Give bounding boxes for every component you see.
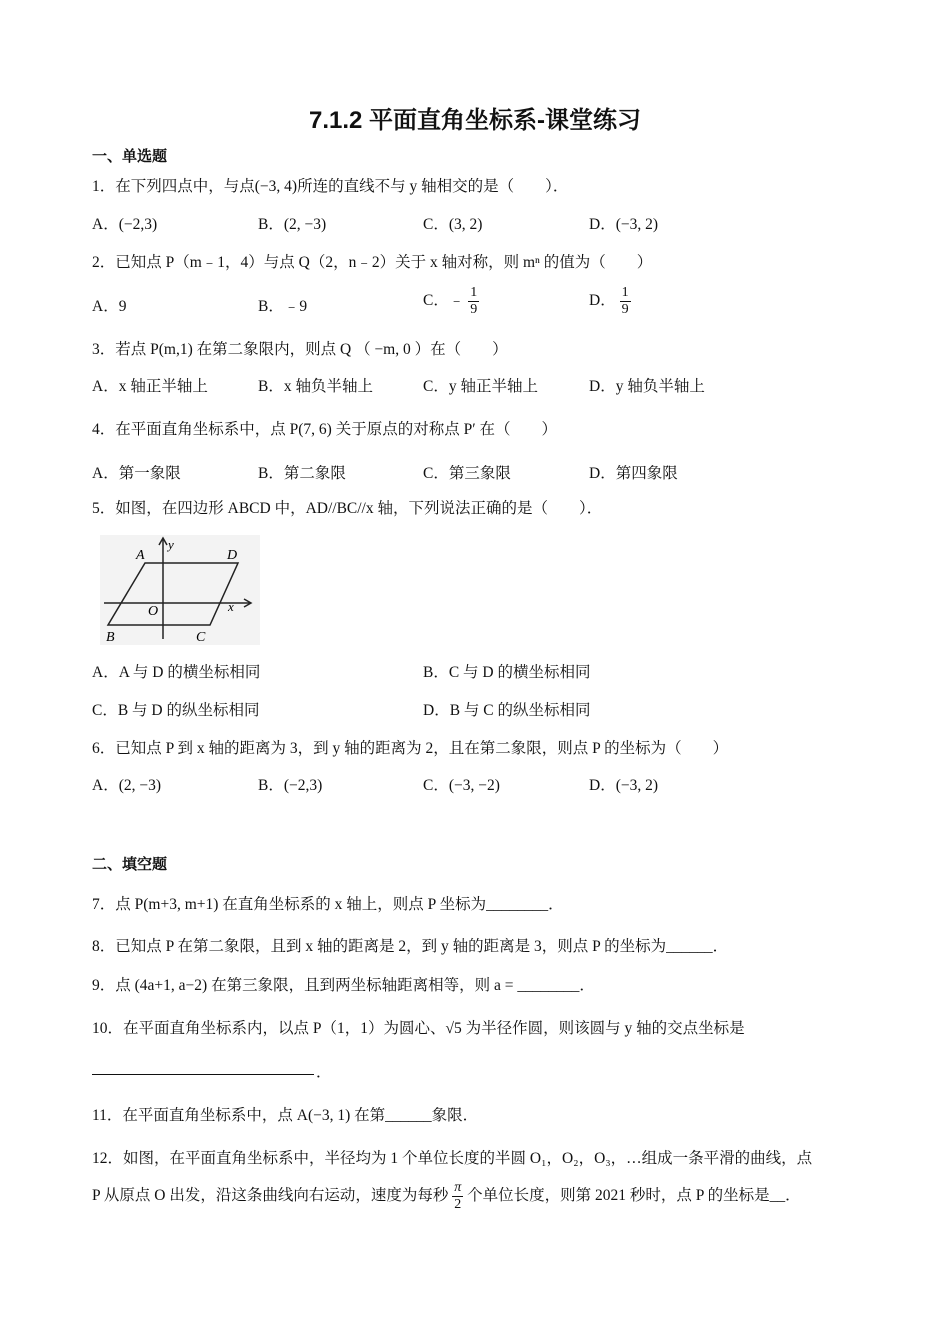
question-12-fraction: [452, 1180, 463, 1213]
question-3-stem: 3．若点 P(m,1) 在第二象限内，则点 Q （ −m, 0 ）在（ ）: [92, 341, 508, 358]
question-2-option-d: [589, 285, 631, 318]
figure-label-y: y: [168, 537, 174, 552]
question-2-option-c: [423, 285, 479, 318]
question-5-option-c: C．B 与 D 的纵坐标相同: [92, 702, 260, 719]
question-10: 10．在平面直角坐标系内，以点 P（1，1）为圆心、√5 为半径作圆，则该圆与 y 轴的交点坐标是: [92, 1020, 745, 1037]
question-1-stem: 1．在下列四点中，与点(−3, 4)所连的直线不与 y 轴相交的是（ ）．: [92, 178, 569, 195]
question-2-stem: 2．已知点 P（m﹣1，4）与点 Q（2，n﹣2）关于 x 轴对称，则 mⁿ 的值为（ ）: [92, 254, 653, 271]
section-heading-single-choice: 一、单选题: [92, 148, 168, 165]
question-10-end: ．: [316, 1064, 332, 1081]
question-2-option-d-prefix: D．: [589, 292, 616, 310]
figure-label-d: D: [227, 548, 238, 563]
figure-label-c: C: [196, 630, 206, 645]
question-4-option-b: B．第二象限: [258, 465, 346, 482]
question-4-option-c: C．第三象限: [423, 465, 511, 482]
question-7: 7．点 P(m+3, m+1) 在直角坐标系的 x 轴上，则点 P 坐标为________．: [92, 896, 564, 913]
question-5-option-b: B．C 与 D 的横坐标相同: [423, 664, 591, 681]
figure-label-x: x: [228, 599, 234, 614]
question-3-option-a: A．x 轴正半轴上: [92, 378, 208, 395]
question-10-answer-blank: [92, 1074, 314, 1075]
question-5-option-a: A．A 与 D 的横坐标相同: [92, 664, 261, 681]
question-9: 9．点 (4a+1, a−2) 在第三象限，且到两坐标轴距离相等，则 a = ________．: [92, 977, 595, 994]
question-11: 11．在平面直角坐标系中，点 A(−3, 1) 在第______象限．: [92, 1107, 479, 1124]
question-6-stem: 6．已知点 P 到 x 轴的距离为 3，到 y 轴的距离为 2，且在第二象限，则点 P 的坐标为（ ）: [92, 740, 729, 757]
question-3-option-d: D．y 轴负半轴上: [589, 378, 705, 395]
question-2-option-c-prefix: C．﹣: [423, 292, 465, 310]
question-6-option-b: B．(−2,3): [258, 777, 323, 794]
question-4-stem: 4．在平面直角坐标系中，点 P(7, 6) 关于原点的对称点 P′ 在（ ）: [92, 421, 557, 438]
quadrilateral-figure: [100, 535, 260, 645]
fraction-denominator: 9: [621, 302, 629, 317]
question-12-text-a: P 从原点 O 出发，沿这条曲线向右运动，速度为每秒: [92, 1187, 449, 1205]
fraction-numerator: 1: [621, 285, 629, 300]
fraction-denominator: 2: [454, 1197, 462, 1212]
question-3-option-c: C．y 轴正半轴上: [423, 378, 538, 395]
question-5-option-d: D．B 与 C 的纵坐标相同: [423, 702, 591, 719]
question-2-option-b: B．﹣9: [258, 298, 308, 315]
question-12-line-1: 12．如图，在平面直角坐标系中，半径均为 1 个单位长度的半圆 O₁，O₂，O₃，…组成一条平滑的曲线，点: [92, 1150, 813, 1167]
question-5-stem: 5．如图，在四边形 ABCD 中，AD//BC//x 轴，下列说法正确的是（ ）．: [92, 500, 603, 517]
fraction-numerator: 1: [470, 285, 478, 300]
question-3-option-b: B．x 轴负半轴上: [258, 378, 373, 395]
fraction-numerator: π: [454, 1180, 462, 1195]
question-2-option-d-fraction: [620, 285, 631, 318]
figure-label-b: B: [106, 630, 115, 645]
question-2-option-a: A．9: [92, 298, 127, 315]
question-1-option-a: A．(−2,3): [92, 216, 158, 233]
question-8: 8．已知点 P 在第二象限，且到 x 轴的距离是 2，到 y 轴的距离是 3，则点 P 的坐标为______．: [92, 938, 729, 955]
question-1-option-d: D．(−3, 2): [589, 216, 659, 233]
figure-label-a: A: [136, 548, 145, 563]
question-2-option-c-fraction: [468, 285, 479, 318]
figure-label-o: O: [148, 604, 159, 619]
question-12-line-2: [92, 1180, 801, 1213]
fraction-denominator: 9: [470, 302, 478, 317]
question-4-option-d: D．第四象限: [589, 465, 678, 482]
question-6-option-c: C．(−3, −2): [423, 777, 500, 794]
page-title: 7.1.2 平面直角坐标系-课堂练习: [308, 107, 642, 134]
question-4-option-a: A．第一象限: [92, 465, 181, 482]
question-1-option-c: C．(3, 2): [423, 216, 483, 233]
question-6-option-d: D．(−3, 2): [589, 777, 659, 794]
question-6-option-a: A．(2, −3): [92, 777, 162, 794]
question-12-text-b: 个单位长度，则第 2021 秒时，点 P 的坐标是__．: [467, 1187, 801, 1205]
question-1-option-b: B．(2, −3): [258, 216, 327, 233]
section-heading-fill-blank: 二、填空题: [92, 856, 168, 873]
